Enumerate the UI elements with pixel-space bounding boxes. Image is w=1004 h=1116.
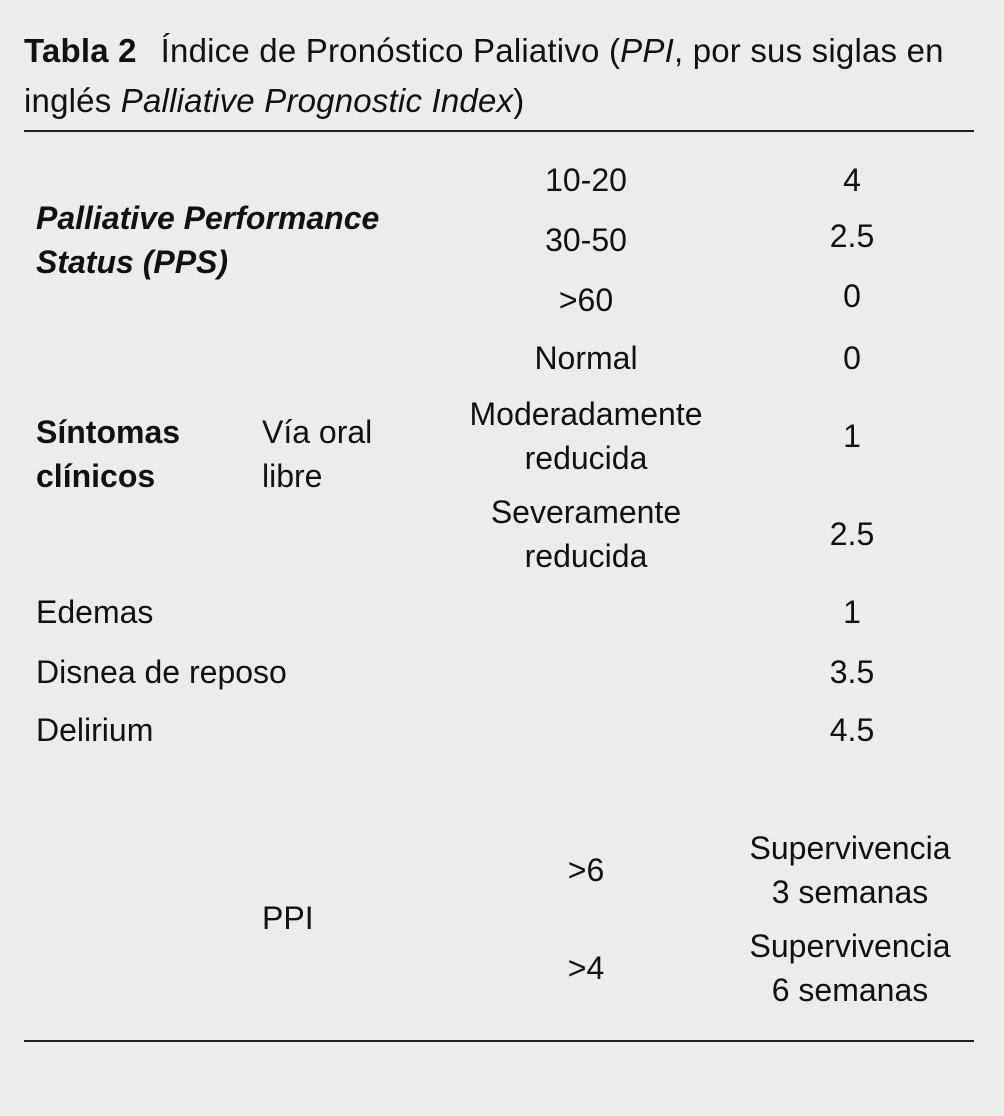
caption-english-name: Palliative Prognostic Index [120,82,514,119]
caption-text-end: ) [513,82,525,119]
via-oral-label [262,410,372,498]
edemas-label: Edemas [36,594,154,630]
sintomas-score-2: 1 [843,418,861,454]
delirium-label: Delirium [36,712,154,748]
via-oral-line2: libre [262,458,323,494]
sintomas-option-3-line2: reducida [524,538,648,574]
ppi-threshold-2: >4 [567,950,605,986]
caption-text-mid: , por sus siglas en inglés [24,32,944,119]
pps-label-line2 [36,240,379,284]
sintomas-score-1: 0 [843,340,861,376]
disnea-score: 3.5 [829,654,875,690]
sintomas-score-3: 2.5 [829,516,875,552]
pps-score-3: 0 [843,278,861,314]
via-oral-line1: Vía oral [262,414,373,450]
bottom-rule [24,1040,974,1042]
pps-label-line2-end: ) [217,244,229,280]
ppi-result-1 [710,826,990,914]
caption-text-start: Índice de Pronóstico Paliativo ( [160,32,621,69]
pps-range-3: >60 [558,282,614,318]
sintomas-label-line2: clínicos [36,458,156,494]
ppi-result-2-line2: 6 semanas [771,972,929,1008]
sintomas-option-3-line1: Severamente [490,494,682,530]
pps-label-abbr: PPS [153,244,218,280]
sintomas-label-line1: Síntomas [36,414,181,450]
sintomas-option-1: Normal [534,340,638,376]
table-caption [24,26,984,126]
ppi-result-1-line1: Supervivencia [749,830,951,866]
pps-range-1: 10-20 [545,162,627,198]
disnea-label: Disnea de reposo [36,654,287,690]
ppi-result-1-line2: 3 semanas [771,874,929,910]
pps-score-2: 2.5 [829,218,875,254]
caption-label: Tabla 2 [24,32,137,69]
sintomas-option-2 [436,392,736,480]
ppi-result-2 [710,924,990,1012]
sintomas-option-2-line2: reducida [524,440,648,476]
delirium-score: 4.5 [829,712,875,748]
top-rule [24,130,974,132]
ppi-threshold-1: >6 [567,852,605,888]
sintomas-option-2-line1: Moderadamente [469,396,703,432]
sintomas-label [36,410,180,498]
pps-label-line2-start: Status ( [36,244,154,280]
pps-range-2: 30-50 [545,222,627,258]
pps-label [36,196,379,284]
edemas-score: 1 [843,594,861,630]
sintomas-option-3 [436,490,736,578]
caption-abbr: PPI [620,32,674,69]
pps-score-1: 4 [843,162,861,198]
ppi-result-2-line1: Supervivencia [749,928,951,964]
pps-label-line1: Palliative Performance [36,200,380,236]
ppi-label: PPI [262,900,314,936]
